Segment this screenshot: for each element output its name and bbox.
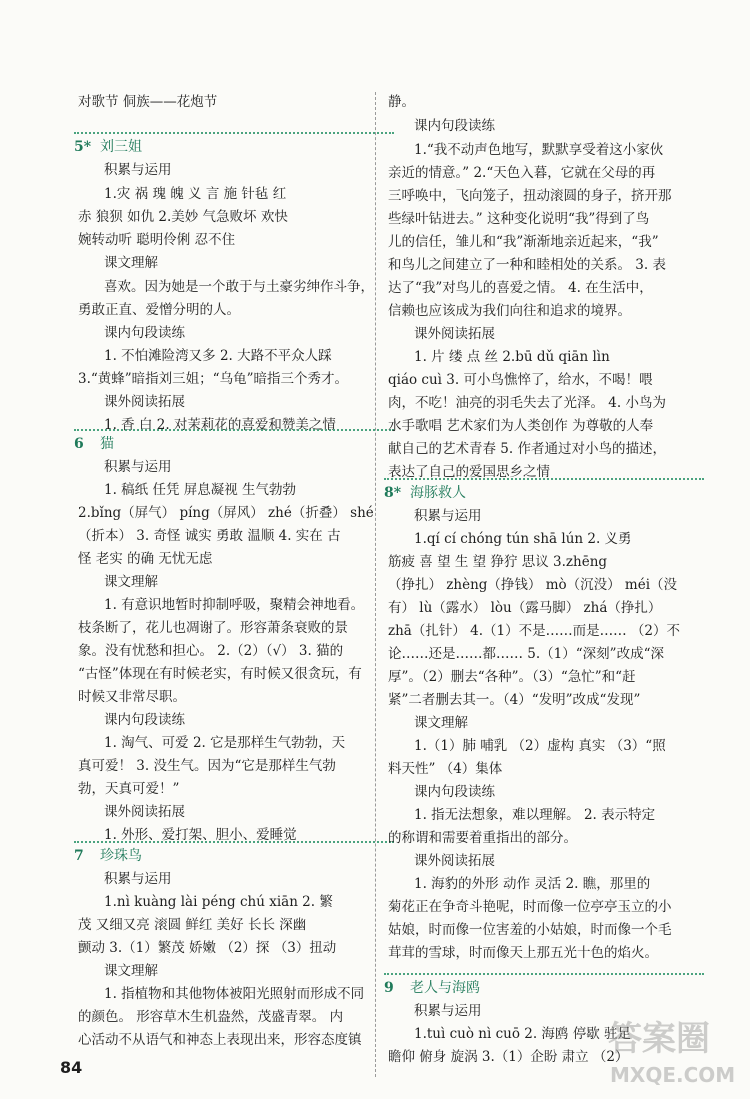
- answer-line: 1. 指植物和其他物体被阳光照射而形成不同: [104, 986, 365, 1002]
- section-title: 老人与海鸥: [410, 980, 480, 996]
- answer-line: 1.（1）肺 哺乳 （2）虚构 真实 （3）“照: [414, 738, 666, 754]
- answer-line: 1. 海豹的外形 动作 灵活 2. 瞧，那里的: [414, 876, 651, 892]
- subheading: 课文理解: [104, 255, 158, 271]
- answer-line: 论……还是……都…… 5.（1）“深刻”改成“深: [388, 646, 664, 662]
- answer-line: 喜欢。因为她是一个敢于与土豪劣绅作斗争，: [104, 279, 374, 295]
- answer-line: 儿的信任，雏儿和“我”渐渐地亲近起来，“我”: [388, 234, 659, 250]
- answer-line: 三呼唤中，飞向笼子，扭动滚圆的身子，挤开那: [388, 188, 672, 204]
- answer-line: 1.tuì cuò nì cuō 2. 海鸥 停歇 驻足: [414, 1026, 632, 1042]
- answer-line: 3.“黄蜂”暗指刘三姐；“乌龟”暗指三个秀才。: [78, 371, 348, 387]
- answer-line: 真可爱！ 3. 没生气。因为“它是那样生气勃: [78, 758, 336, 774]
- answer-line: 赤 狼狈 如仇 2.美妙 气急败坏 欢快: [78, 209, 288, 225]
- answer-line: 瞻仰 俯身 旋涡 3.（1）企盼 肃立 （2）: [388, 1049, 629, 1065]
- answer-line: （挣扎） zhèng（挣钱） mò（沉没） méi（没: [388, 577, 678, 593]
- subheading: 积累与运用: [104, 162, 172, 178]
- answer-line: 厚”。（2）删去“各种”。（3）“急忙”和“赶: [388, 669, 636, 685]
- answer-line: 筋疲 喜 望 生 望 狰狞 思议 3.zhēng: [388, 554, 608, 570]
- answer-line: 1. 淘气、可爱 2. 它是那样生气勃勃，天: [104, 735, 346, 751]
- answer-line: 亲近的情意。” 2.“天色入暮，它就在父母的再: [388, 165, 656, 181]
- subheading: 课文理解: [414, 715, 468, 731]
- answer-line: 颤动 3.（1）繁茂 娇嫩 （2）探 （3）扭动: [78, 940, 337, 956]
- section-number: 8*: [384, 485, 402, 501]
- answer-line: 水手歌唱 艺术家们为人类创作 为尊敬的人奉: [388, 418, 654, 434]
- answer-line: 1.qí cí chóng tún shā lún 2. 义勇: [414, 531, 632, 547]
- subheading: 积累与运用: [104, 459, 172, 475]
- subheading: 积累与运用: [414, 508, 482, 524]
- section-number: 7: [74, 848, 84, 864]
- answer-line: 心活动不从语气和神态上表现出来，形容态度镇: [78, 1032, 362, 1048]
- answer-line: 怪 老实 的确 无忧无虑: [78, 551, 213, 567]
- subheading: 课内句段读练: [414, 118, 495, 134]
- section-heading-9: [384, 976, 480, 1000]
- answer-line: 1. 指无法想象，难以理解。 2. 表示特定: [414, 807, 656, 823]
- top-line: 对歌节 侗族——花炮节: [78, 94, 218, 110]
- answer-line: 表达了自己的爱国思乡之情: [388, 464, 550, 480]
- subheading: 课外阅读拓展: [414, 853, 495, 869]
- answer-line: qiáo cuì 3. 可小鸟憔悴了，给水，不喝！喂: [388, 372, 653, 388]
- subheading: 课文理解: [104, 963, 158, 979]
- section-number: 9: [384, 980, 394, 996]
- subheading: 课内句段读练: [414, 784, 495, 800]
- answer-line: 茂 又细又亮 滚圆 鲜红 美好 长长 深幽: [78, 917, 307, 933]
- answer-line: 2.bǐng（屏气） píng（屏风） zhé（折叠） shé: [78, 505, 374, 521]
- answer-line: 1. 香 白 2. 对茉莉花的喜爱和赞美之情: [104, 417, 336, 433]
- section-heading-7: [74, 844, 142, 868]
- section-heading-6: [74, 432, 114, 456]
- answer-line: 静。: [388, 94, 415, 110]
- answer-line: 茸茸的雪球，时而像天上那五光十色的焰火。: [388, 945, 658, 961]
- answer-line: 些绿叶钻进去。” 这种变化说明“我”得到了鸟: [388, 211, 650, 227]
- subheading: 课外阅读拓展: [104, 804, 185, 820]
- section-rule: [384, 973, 704, 975]
- answer-line: 和鸟儿之间建立了一种和睦相处的关系。 3. 表: [388, 257, 666, 273]
- answer-line: 象。没有忧愁和担心。 2.（2）（√） 3. 猫的: [78, 643, 344, 659]
- section-heading-5: [74, 135, 142, 159]
- answer-line: zhā（扎针） 4.（1）不是……而是…… （2）不: [388, 623, 680, 639]
- subheading: 课内句段读练: [104, 712, 185, 728]
- subheading: 课外阅读拓展: [104, 394, 185, 410]
- answer-line: 献自己的艺术青春 5. 作者通过对小鸟的描述，: [388, 441, 666, 457]
- section-heading-8: [384, 481, 466, 505]
- answer-line: 料天性” （4）集体: [388, 761, 503, 777]
- section-title: 刘三姐: [100, 139, 142, 155]
- section-rule: [74, 841, 394, 843]
- answer-line: 1. 稿纸 任凭 屏息凝视 生气勃勃: [104, 482, 297, 498]
- section-title: 珍珠鸟: [100, 848, 142, 864]
- answer-line: 的颜色。 形容草木生机盎然，茂盛青翠。 内: [78, 1009, 344, 1025]
- answer-line: （折本） 3. 奇怪 诚实 勇敢 温顺 4. 实在 古: [78, 528, 341, 544]
- answer-line: “古怪”体现在有时候老实，有时候又很贪玩，有: [78, 666, 362, 682]
- answer-line: 达了“我”对鸟儿的喜爱之情。 4. 在生活中，: [388, 280, 653, 296]
- answer-line: 有） lù（露水） lòu（露马脚） zhá（挣扎）: [388, 600, 662, 616]
- answer-line: 1.灾 祸 瑰 魄 义 言 施 针毡 红: [104, 186, 287, 202]
- watermark-logo: [600, 1010, 740, 1090]
- section-rule: [74, 429, 394, 431]
- answer-line: 1. 外形、爱打架、胆小、爱睡觉: [104, 827, 297, 843]
- answer-line: 紧”二者删去其一。（4）“发明”改成“发现”: [388, 692, 641, 708]
- answer-line: 1.nì kuàng lài péng chú xiān 2. 繁: [104, 894, 333, 910]
- section-rule: [384, 478, 704, 480]
- answer-line: 信赖也应该成为我们向往和追求的境界。: [388, 303, 631, 319]
- section-title: 猫: [100, 436, 114, 452]
- watermark-text: 答案圈: [608, 1019, 710, 1059]
- subheading: 积累与运用: [104, 871, 172, 887]
- answer-line: 婉转动听 聪明伶俐 忍不住: [78, 232, 236, 248]
- watermark-url: MXQE.COM: [610, 1063, 736, 1087]
- section-number: 6: [74, 436, 84, 452]
- page-number: 84: [60, 1058, 83, 1077]
- subheading: 课内句段读练: [104, 325, 185, 341]
- answer-line: 枝条断了，花儿也凋谢了。形容萧条衰败的景: [78, 620, 348, 636]
- answer-line: 1. 片 缕 点 丝 2.bū dǔ qiān lìn: [414, 349, 610, 365]
- answer-line: 1. 不怕滩险湾又多 2. 大路不平众人踩: [104, 348, 332, 364]
- answer-line: 肉，不吃！油亮的羽毛失去了光泽。 4. 小鸟为: [388, 395, 666, 411]
- answer-line: 1. 有意识地暂时抑制呼吸，聚精会神地看。: [104, 597, 365, 613]
- section-rule: [74, 132, 394, 134]
- answer-line: 1.“我不动声色地写，默默享受着这小家伙: [414, 142, 664, 158]
- subheading: 课外阅读拓展: [414, 326, 495, 342]
- answer-line: 勇敢正直、爱憎分明的人。: [78, 302, 240, 318]
- subheading: 课文理解: [104, 574, 158, 590]
- answer-line: 菊花正在争奇斗艳呢，时而像一位亭亭玉立的小: [388, 899, 672, 915]
- answer-line: 的称谓和需要着重指出的部分。: [388, 830, 577, 846]
- section-title: 海豚救人: [410, 485, 466, 501]
- answer-line: 姑娘，时而像一位害羞的小姑娘，时而像一个毛: [388, 922, 672, 938]
- subheading: 积累与运用: [414, 1003, 482, 1019]
- answer-line: 勃，天真可爱！”: [78, 781, 180, 797]
- section-number: 5*: [74, 139, 92, 155]
- answer-line: 时候又非常尽职。: [78, 689, 186, 705]
